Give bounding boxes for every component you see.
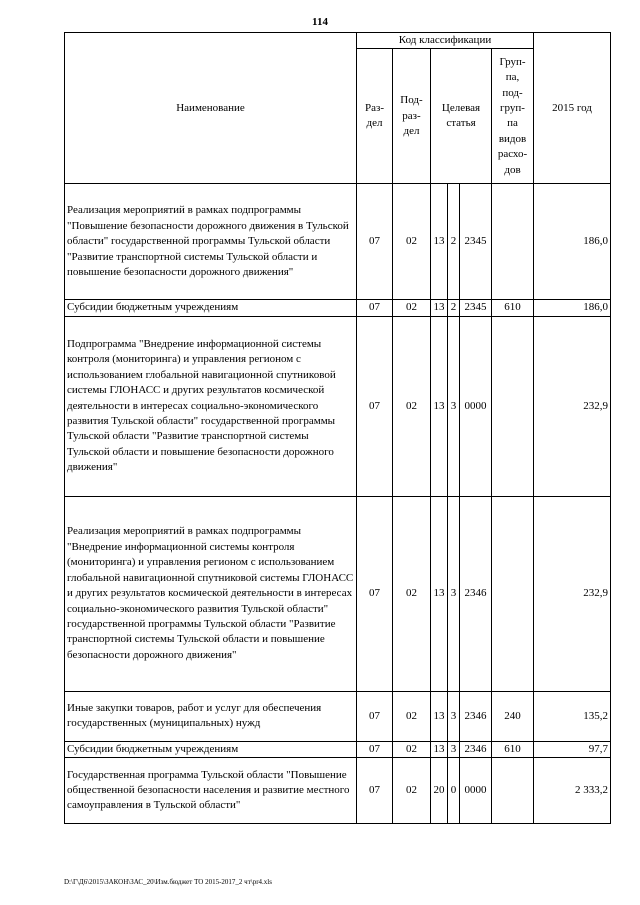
row-amount: 232,9 xyxy=(534,496,611,691)
row-expense-group xyxy=(492,758,534,824)
row-name: Субсидии бюджетным учреждениям xyxy=(65,741,357,757)
row-amount: 232,9 xyxy=(534,316,611,496)
row-target-part-3: 2346 xyxy=(460,741,492,757)
row-expense-group xyxy=(492,496,534,691)
row-target-part-3: 2346 xyxy=(460,496,492,691)
row-section: 07 xyxy=(357,300,393,316)
row-section: 07 xyxy=(357,184,393,300)
row-target-part-2: 0 xyxy=(448,758,460,824)
row-section: 07 xyxy=(357,316,393,496)
row-name: Подпрограмма "Внедрение информационной системы контроля (мониторинга) и управления регионом с использованием глобальной навигационной спутниковой системы ГЛОНАСС и других результатов космической деятельности в интересах социально-экономического развития Тульской области" государственной программы Тульской области "Развитие транспортной системы Тульской области и повышение безопасности дорожного движения" xyxy=(65,316,357,496)
row-target-part-1: 13 xyxy=(431,300,448,316)
column-header-section xyxy=(357,49,393,184)
row-subsection: 02 xyxy=(393,741,431,757)
row-target-part-3: 2346 xyxy=(460,691,492,741)
row-amount: 97,7 xyxy=(534,741,611,757)
row-section: 07 xyxy=(357,691,393,741)
row-target-part-1: 13 xyxy=(431,316,448,496)
row-target-part-2: 3 xyxy=(448,316,460,496)
row-name: Иные закупки товаров, работ и услуг для обеспечения государственных (муниципальных) нужд xyxy=(65,691,357,741)
table-row xyxy=(65,496,611,691)
column-header-year: 2015 год xyxy=(534,33,611,184)
row-subsection: 02 xyxy=(393,184,431,300)
row-subsection: 02 xyxy=(393,316,431,496)
row-name: Реализация мероприятий в рамках подпрограммы "Внедрение информационной системы контроля (мониторинга) и управления регионом с использованием глобальной навигационной спутниковой системы ГЛОНАСС и других результатов космической деятельности в интересах социально-экономического развития Тульской области" государственной программы Тульской области "Развитие транспортной системы Тульской области и повышение безопасности дорожного движения" xyxy=(65,496,357,691)
row-section: 07 xyxy=(357,496,393,691)
table-row xyxy=(65,758,611,824)
row-target-part-3: 0000 xyxy=(460,758,492,824)
row-amount: 186,0 xyxy=(534,300,611,316)
row-expense-group: 240 xyxy=(492,691,534,741)
target-article-label: Целевая статья xyxy=(441,102,481,130)
column-header-classification: Код классификации xyxy=(357,33,534,49)
header-row-top xyxy=(65,33,611,49)
row-amount: 2 333,2 xyxy=(534,758,611,824)
row-name: Реализация мероприятий в рамках подпрограммы "Повышение безопасности дорожного движения в Тульской области" государственной программы Тульской области "Развитие транспортной системы Тульской области и повышение безопасности дорожного движения" xyxy=(65,184,357,300)
budget-table xyxy=(64,32,611,824)
row-target-part-2: 3 xyxy=(448,496,460,691)
row-target-part-3: 2345 xyxy=(460,184,492,300)
page-number: 114 xyxy=(312,16,328,28)
table-row xyxy=(65,691,611,741)
column-header-target-article xyxy=(431,49,492,184)
row-expense-group: 610 xyxy=(492,741,534,757)
section-label: Раз- дел xyxy=(364,102,384,130)
expense-group-label: Груп- па, под- груп- па видов расхо- дов xyxy=(497,55,528,176)
table-row xyxy=(65,316,611,496)
row-expense-group xyxy=(492,184,534,300)
row-subsection: 02 xyxy=(393,758,431,824)
row-expense-group: 610 xyxy=(492,300,534,316)
row-target-part-1: 20 xyxy=(431,758,448,824)
row-expense-group xyxy=(492,316,534,496)
row-section: 07 xyxy=(357,758,393,824)
row-subsection: 02 xyxy=(393,496,431,691)
table-row xyxy=(65,300,611,316)
row-subsection: 02 xyxy=(393,300,431,316)
row-target-part-3: 0000 xyxy=(460,316,492,496)
row-target-part-2: 2 xyxy=(448,300,460,316)
row-target-part-3: 2345 xyxy=(460,300,492,316)
row-amount: 135,2 xyxy=(534,691,611,741)
column-header-subsection xyxy=(393,49,431,184)
column-header-name: Наименование xyxy=(65,33,357,184)
row-name: Субсидии бюджетным учреждениям xyxy=(65,300,357,316)
file-path-footer: D:\Г\Д6\2015\ЗАКОН\ЗАС_20\Изм.бюджет ТО 2015-2017_2 чт\pr4.xls xyxy=(64,878,272,886)
row-target-part-1: 13 xyxy=(431,741,448,757)
row-target-part-1: 13 xyxy=(431,691,448,741)
row-name: Государственная программа Тульской области "Повышение общественной безопасности населения и развитие местного самоуправления в Тульской области" xyxy=(65,758,357,824)
table-row xyxy=(65,184,611,300)
row-section: 07 xyxy=(357,741,393,757)
row-target-part-2: 2 xyxy=(448,184,460,300)
table-row xyxy=(65,741,611,757)
column-header-expense-group xyxy=(492,49,534,184)
row-amount: 186,0 xyxy=(534,184,611,300)
row-target-part-1: 13 xyxy=(431,184,448,300)
row-target-part-2: 3 xyxy=(448,741,460,757)
row-subsection: 02 xyxy=(393,691,431,741)
row-target-part-1: 13 xyxy=(431,496,448,691)
row-target-part-2: 3 xyxy=(448,691,460,741)
subsection-label: Под- раз- дел xyxy=(400,94,423,138)
